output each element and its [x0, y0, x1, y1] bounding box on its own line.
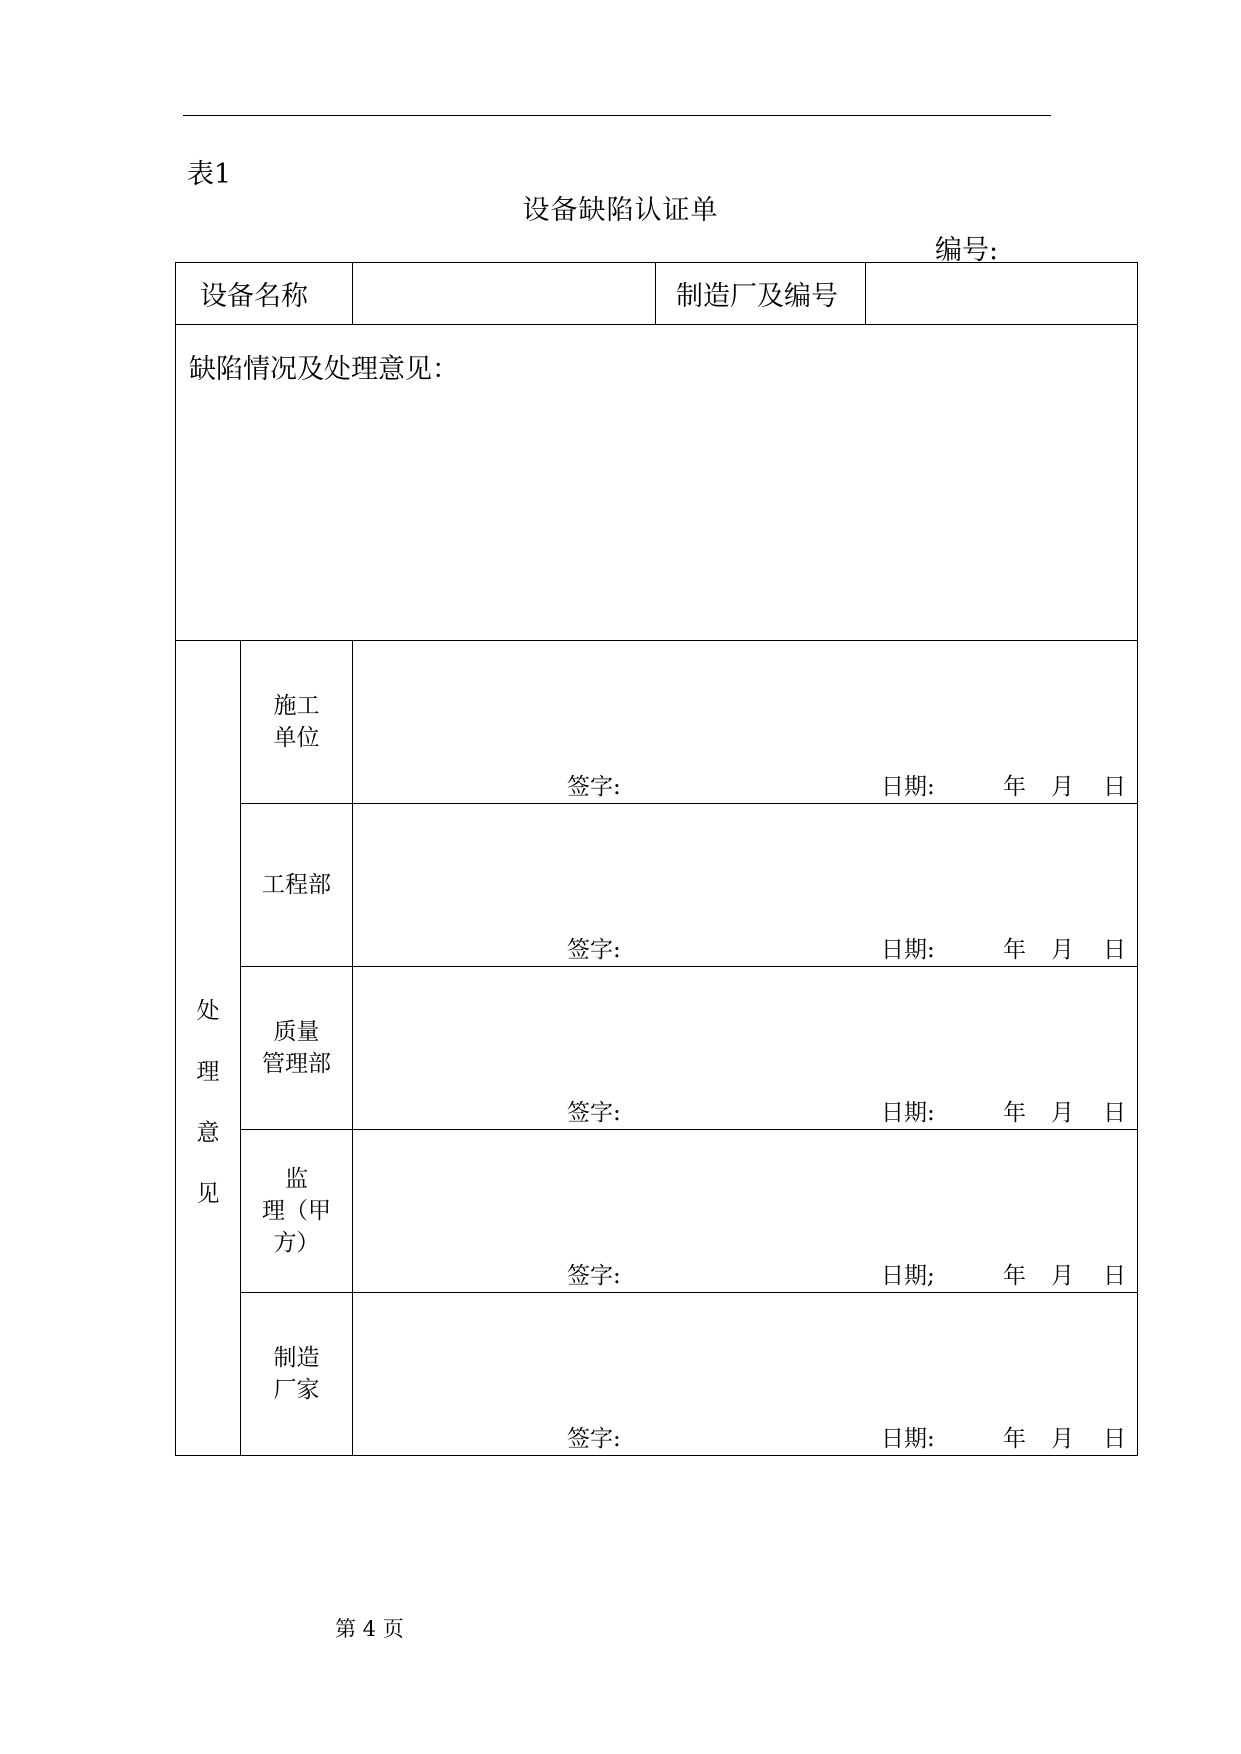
- serial-number-label: 编号:: [935, 235, 999, 266]
- side-char: 处: [196, 998, 220, 1024]
- month-label: 月: [1051, 1100, 1074, 1126]
- unit-label-manufacturer: 制造 厂家: [241, 1293, 353, 1456]
- date-label: 日期:: [881, 1100, 935, 1126]
- sign-label: 签字:: [567, 1426, 621, 1452]
- equipment-name-field[interactable]: [353, 263, 656, 325]
- year-label: 年: [1003, 774, 1026, 800]
- manufacturer-field[interactable]: [866, 263, 1138, 325]
- opinion-field-engineering[interactable]: [353, 804, 1138, 967]
- date-label: 日期:: [881, 1426, 935, 1452]
- day-label: 日: [1103, 1426, 1126, 1452]
- month-label: 月: [1051, 1426, 1074, 1452]
- opinion-field-manufacturer[interactable]: [353, 1293, 1138, 1456]
- side-char: 理: [196, 1059, 220, 1085]
- defects-field[interactable]: [176, 325, 1138, 641]
- date-label: 日期:: [881, 774, 935, 800]
- year-label: 年: [1003, 1100, 1026, 1126]
- header-rule: [183, 115, 1051, 116]
- day-label: 日: [1103, 1100, 1126, 1126]
- defect-certification-form: [175, 262, 1138, 1456]
- unit-label-construction: 施工 单位: [241, 641, 353, 804]
- year-label: 年: [1003, 1426, 1026, 1452]
- side-char: 见: [196, 1181, 220, 1207]
- opinion-field-quality[interactable]: [353, 967, 1138, 1130]
- year-label: 年: [1003, 1263, 1026, 1289]
- unit-label-quality: 质量 管理部: [241, 967, 353, 1130]
- equipment-name-label: 设备名称: [176, 263, 353, 325]
- defects-label: 缺陷情况及处理意见：: [189, 354, 459, 385]
- month-label: 月: [1051, 774, 1074, 800]
- day-label: 日: [1103, 937, 1126, 963]
- opinion-field-supervision[interactable]: [353, 1130, 1138, 1293]
- table-number-label: 表1: [187, 159, 232, 190]
- sign-label: 签字:: [567, 774, 621, 800]
- day-label: 日: [1103, 1263, 1126, 1289]
- side-char: 意: [196, 1120, 220, 1146]
- unit-label-supervision: 监 理（甲 方）: [241, 1130, 353, 1293]
- year-label: 年: [1003, 937, 1026, 963]
- date-label: 日期:: [881, 937, 935, 963]
- page-number: 第 4 页: [335, 1617, 404, 1641]
- month-label: 月: [1051, 937, 1074, 963]
- sign-label: 签字:: [567, 937, 621, 963]
- month-label: 月: [1051, 1263, 1074, 1289]
- date-label: 日期;: [881, 1263, 935, 1289]
- manufacturer-label: 制造厂及编号: [656, 263, 866, 325]
- day-label: 日: [1103, 774, 1126, 800]
- unit-label-engineering: 工程部: [241, 804, 353, 967]
- sign-label: 签字:: [567, 1263, 621, 1289]
- handling-opinion-side-label: [176, 641, 241, 1456]
- opinion-field-construction[interactable]: [353, 641, 1138, 804]
- sign-label: 签字:: [567, 1100, 621, 1126]
- document-title: 设备缺陷认证单: [522, 195, 719, 226]
